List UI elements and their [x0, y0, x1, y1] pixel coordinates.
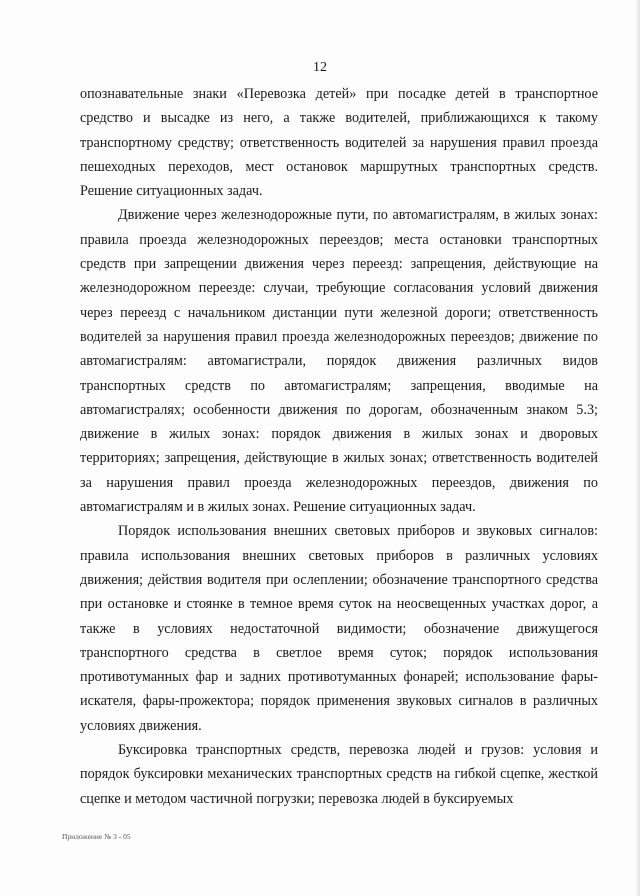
paragraph-4: Буксировка транспортных средств, перевозка людей и грузов: условия и порядок буксировки механических транспортных средств на гибкой сцепке, жесткой сцепке и методом частичной погрузки; перевозка людей в буксируемых — [80, 742, 598, 807]
paragraph-3: Порядок использования внешних световых приборов и звуковых сигналов: правила использования внешних световых приборов в различных условиях движения; действия водителя при ослеплении; обозначение транспортного средства при остановке и стоянке в темное время суток на неосвещенных участках дорог, а также в условиях недостаточной видимости; обозначение движущегося транспортного средства в светлое время суток; порядок использования противотуманных фар и задних противотуманных фонарей; использование фары-искателя, фары-прожектора; порядок применения звуковых сигналов в различных условиях движения. — [80, 523, 598, 734]
body-text — [80, 82, 598, 811]
footer-note: Приложение № 3 - 05 — [62, 832, 131, 841]
paragraph-2: Движение через железнодорожные пути, по автомагистралям, в жилых зонах: правила проезда железнодорожных переездов; места остановки транспортных средств при запрещении движения через переезд: запрещения, действующие на железнодорожном переезде: случаи, требующие согласования условий движения через переезд с начальником дистанции пути железной дороги; ответственность водителей за нарушения правил проезда железнодорожных переездов; движение по автомагистралям: автомагистрали, порядок движения различных видов транспортных средств по автомагистралям; запрещения, вводимые на автомагистралях; особенности движения по дорогам, обозначенным знаком 5.3; движение в жилых зонах: порядок движения в жилых зонах и дворовых территориях; запрещения, действующие в жилых зонах; ответственность водителей за нарушения правил проезда железнодорожных переездов, движения по автомагистралям и в жилых зонах. Решение ситуационных задач. — [80, 207, 598, 516]
scan-edge — [635, 0, 640, 896]
paragraph-1: опознавательные знаки «Перевозка детей» при посадке детей в транспортное средство и высадке из него, а также водителей, приближающихся к такому транспортному средству; ответственность водителей за нарушения правил проезда пешеходных переходов, мест остановок маршрутных транспортных средств. Решение ситуационных задач. — [80, 86, 598, 200]
page-number: 12 — [313, 60, 327, 75]
